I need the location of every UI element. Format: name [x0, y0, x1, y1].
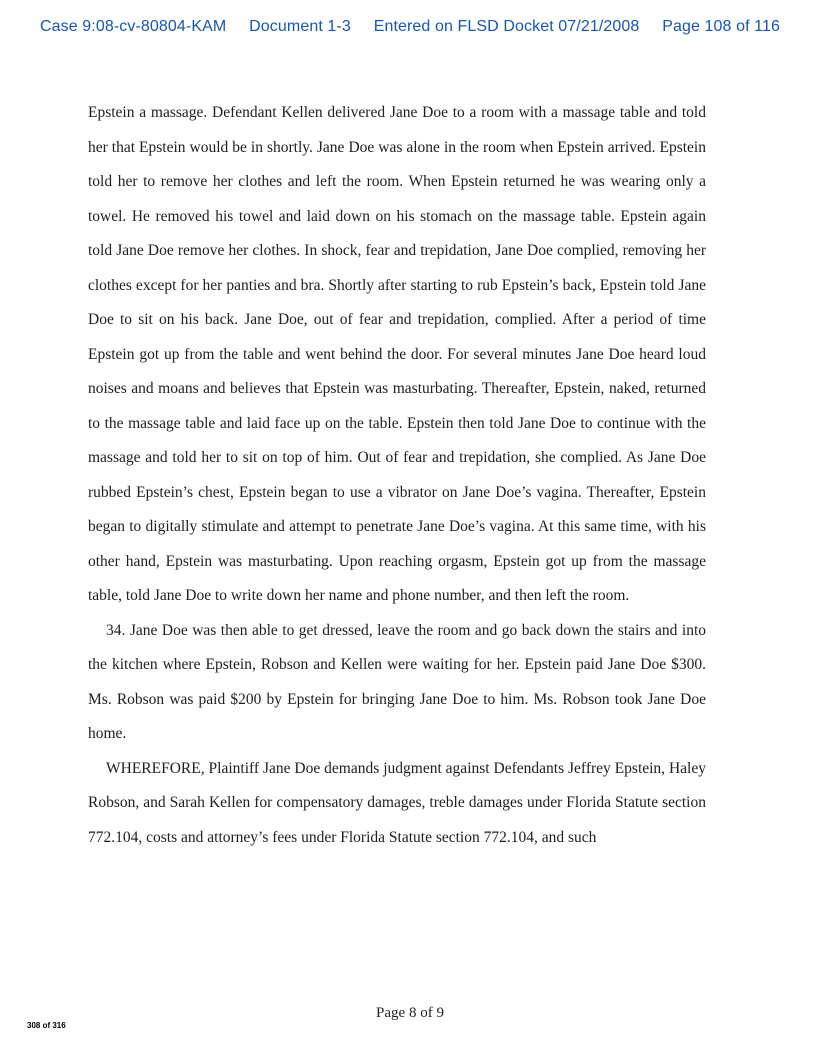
- bates-stamp: 308 of 316: [27, 1021, 66, 1030]
- case-number: Case 9:08-cv-80804-KAM: [40, 18, 227, 35]
- docket-entry: Entered on FLSD Docket 07/21/2008: [373, 18, 640, 35]
- paragraph-34: 34. Jane Doe was then able to get dressed, leave the room and go back down the stairs and into the kitchen where Epstein, Robson and Kellen were waiting for her. Epstein paid Jane Doe $300. Ms. Robson was paid $200 by Epstein for bringing Jane Doe to him. Ms. Robson took Jane Doe home.: [88, 621, 706, 742]
- document-number: Document 1-3: [249, 18, 351, 35]
- page-footer: Page 8 of 9: [376, 1005, 444, 1021]
- document-body: [88, 96, 706, 855]
- docket-page-number: Page 108 of 116: [662, 18, 780, 35]
- docket-header: [40, 18, 780, 36]
- paragraph-massage-account: Epstein a massage. Defendant Kellen delivered Jane Doe to a room with a massage table and told her that Epstein would be in shortly. Jane Doe was alone in the room when Epstein arrived. Epstein told her to remove her clothes and left the room. When Epstein returned he was wearing only a towel. He removed his towel and laid down on his stomach on the massage table. Epstein again told Jane Doe remove her clothes. In shock, fear and trepidation, Jane Doe complied, removing her clothes except for her panties and bra. Shortly after starting to rub Epstein’s back, Epstein told Jane Doe to sit on his back. Jane Doe, out of fear and trepidation, complied. After a period of time Epstein got up from the table and went behind the door. For several minutes Jane Doe heard loud noises and moans and believes that Epstein was masturbating. Thereafter, Epstein, naked, returned to the massage table and laid face up on the table. Epstein then told Jane Doe to continue with the massage and told her to sit on top of him. Out of fear and trepidation, she complied. As Jane Doe rubbed Epstein’s chest, Epstein began to use a vibrator on Jane Doe’s vagina. Thereafter, Epstein began to digitally stimulate and attempt to penetrate Jane Doe’s vagina. At this same time, with his other hand, Epstein was masturbating. Upon reaching orgasm, Epstein got up from the massage table, told Jane Doe to write down her name and phone number, and then left the room.: [88, 104, 706, 604]
- paragraph-wherefore: WHEREFORE, Plaintiff Jane Doe demands judgment against Defendants Jeffrey Epstein, Haley Robson, and Sarah Kellen for compensatory damages, treble damages under Florida Statute section 772.104, costs and attorney’s fees under Florida Statute section 772.104, and such: [88, 759, 706, 846]
